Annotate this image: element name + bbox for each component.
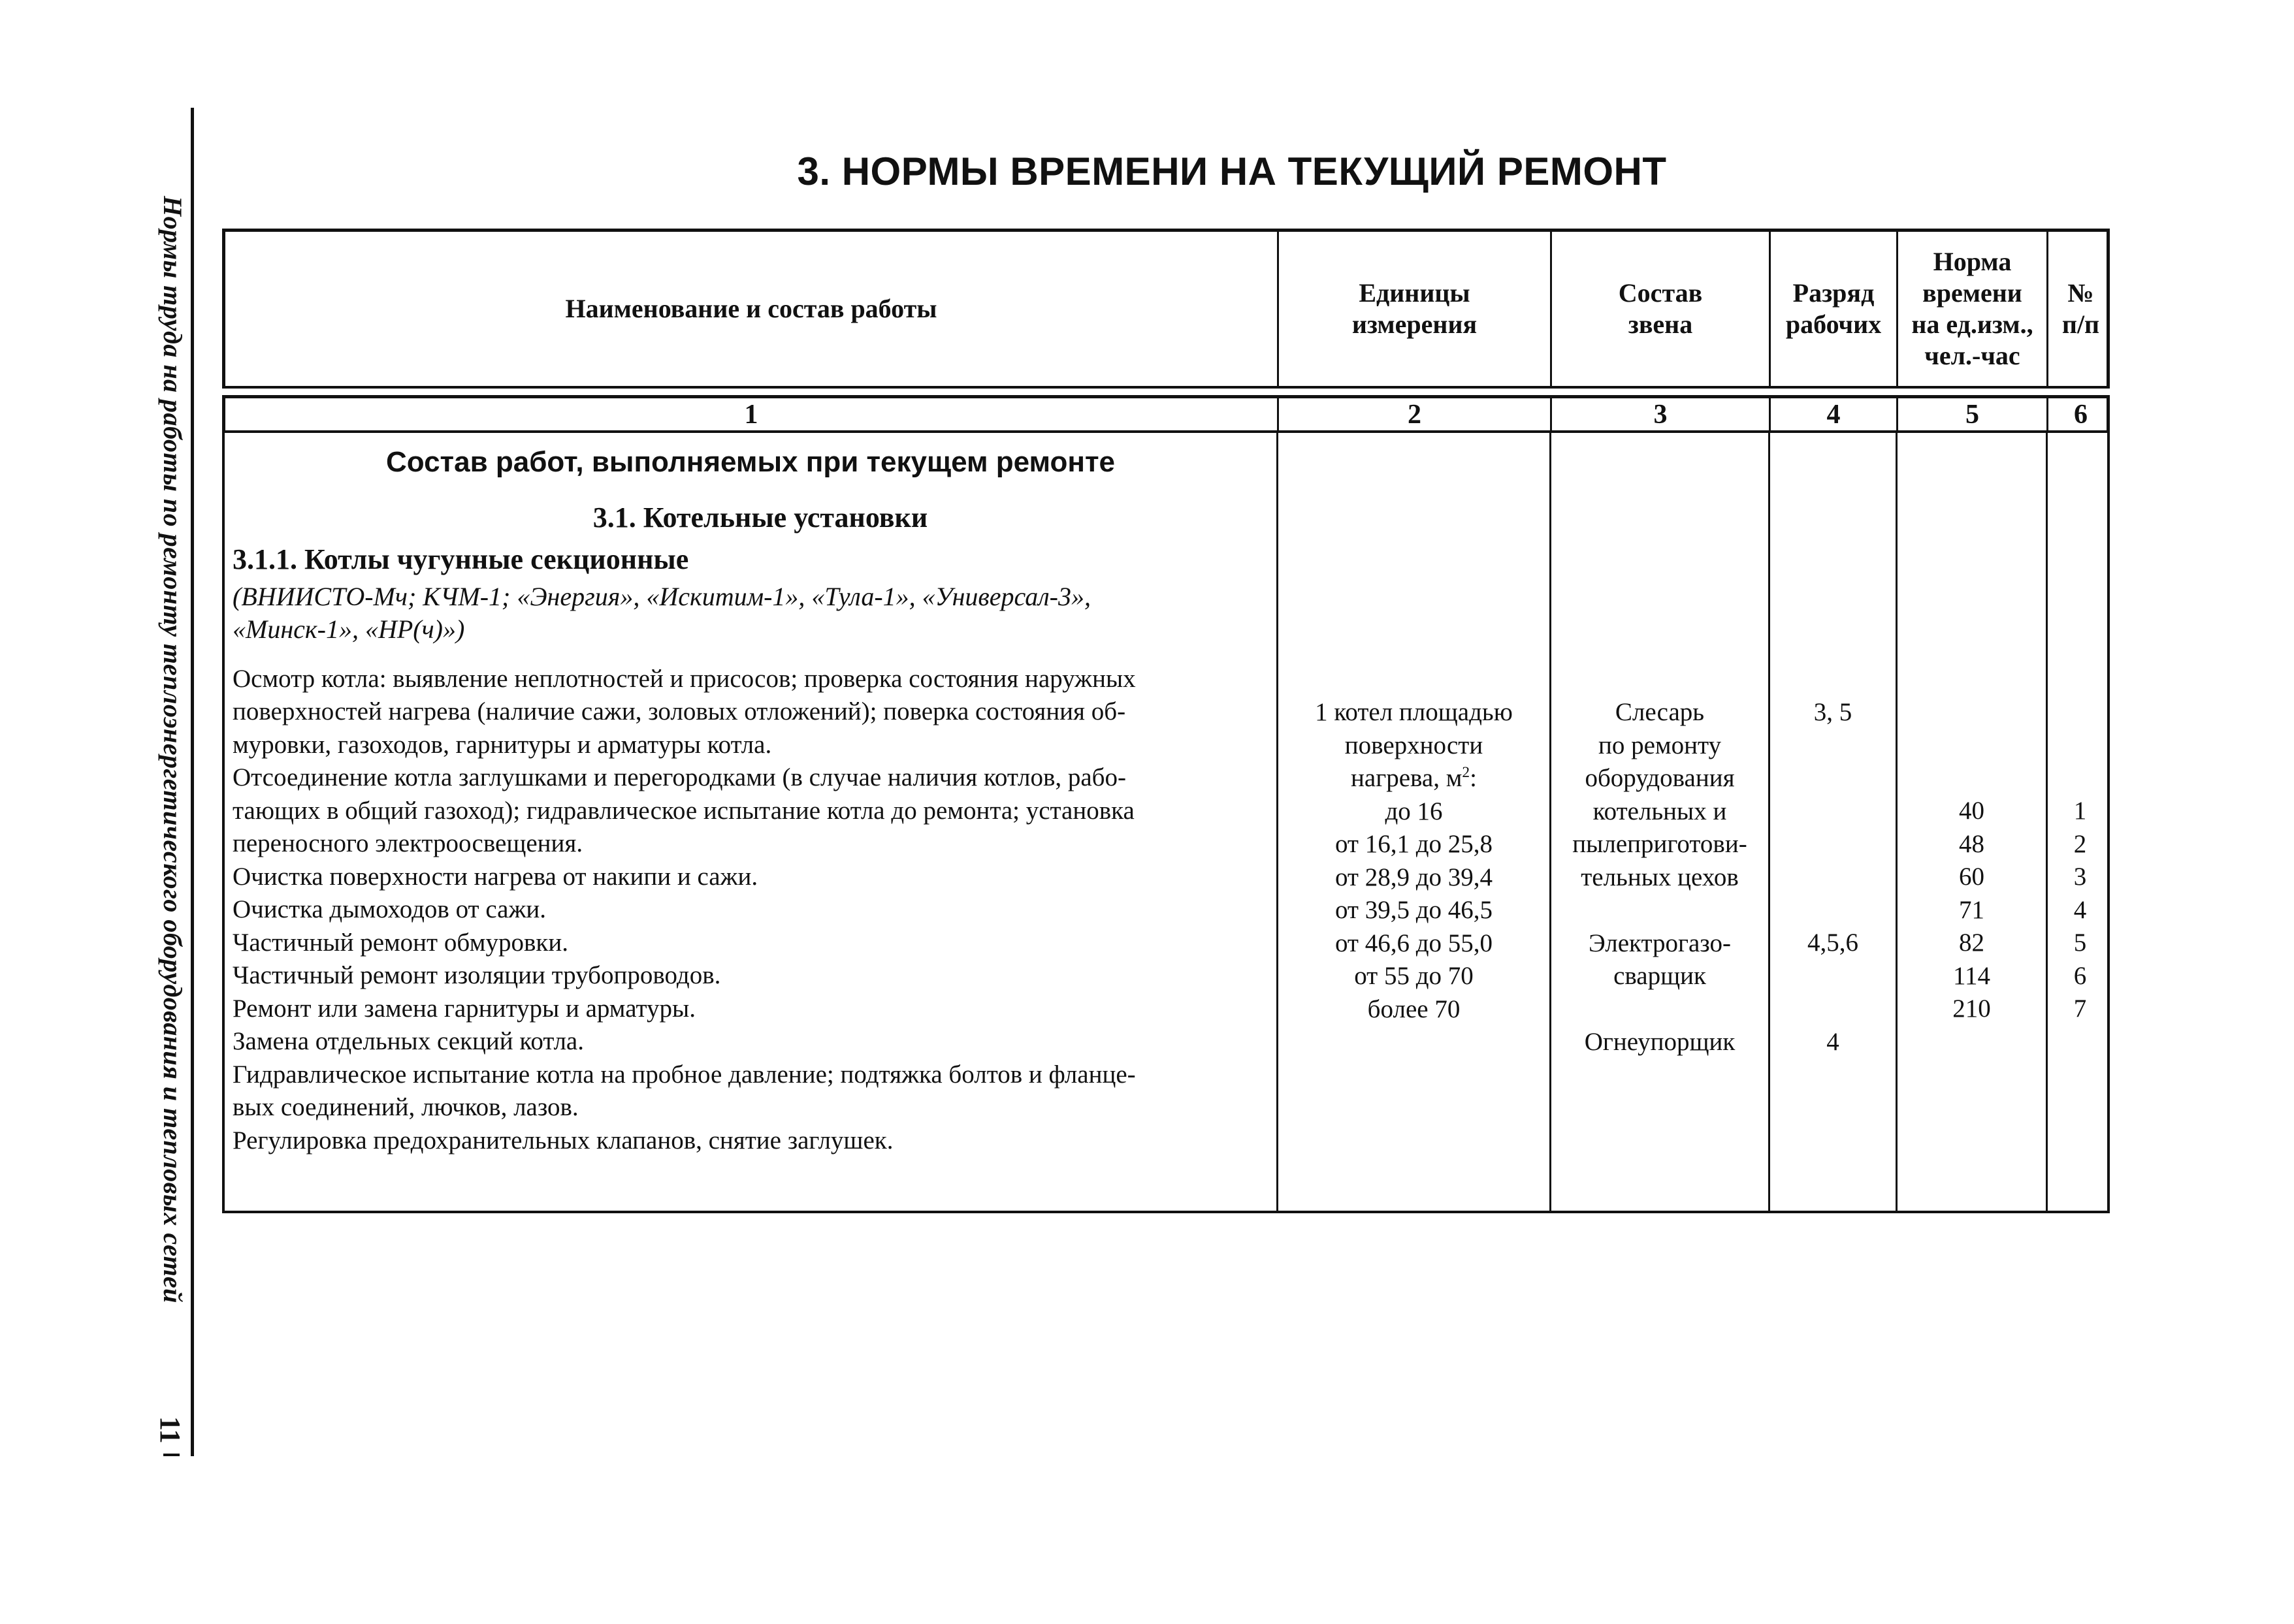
operation-line: вых соединений, лючков, лазов. bbox=[233, 1093, 579, 1121]
unit-line: 1 котел площадью bbox=[1315, 698, 1513, 726]
header-line: Разряд bbox=[1792, 278, 1875, 308]
norm-value: 40 bbox=[1959, 797, 1984, 825]
subsubsection-title: 3.1.1. Котлы чугунные секционные bbox=[233, 543, 689, 575]
crew-line bbox=[1551, 993, 1768, 1027]
index-value: 2 bbox=[2073, 829, 2087, 858]
models-line: (ВНИИСТО-Мч; КЧМ-1; «Энергия», «Искитим-1», «Тула-1», «Универсал-3», bbox=[233, 581, 1091, 611]
index-value: 3 bbox=[2073, 863, 2087, 891]
crew-line: Огнеупорщик bbox=[1584, 1028, 1736, 1056]
index-value: 4 bbox=[2073, 895, 2087, 924]
norm-list bbox=[1898, 795, 2046, 1026]
norm-value: 71 bbox=[1959, 895, 1984, 924]
header-line: Норма bbox=[1933, 247, 2012, 276]
unit-line: от 55 до 70 bbox=[1354, 962, 1474, 990]
index-value: 5 bbox=[2073, 929, 2087, 957]
operations-list bbox=[225, 663, 1276, 1158]
norm-value: 60 bbox=[1959, 863, 1984, 891]
operation-line: Частичный ремонт обмуровки. bbox=[233, 928, 568, 957]
grade-cell bbox=[1770, 433, 1898, 1211]
operation-line: Очистка дымоходов от сажи. bbox=[233, 895, 547, 923]
header-line: № bbox=[2067, 278, 2094, 308]
header-crew bbox=[1552, 232, 1771, 386]
column-number: 4 bbox=[1771, 398, 1898, 430]
index-cell bbox=[2048, 433, 2112, 1211]
index-value: 1 bbox=[2073, 797, 2087, 825]
column-number: 2 bbox=[1279, 398, 1552, 430]
index-value: 7 bbox=[2073, 995, 2087, 1023]
operation-line: Регулировка предохранительных клапанов, снятие заглушек. bbox=[233, 1126, 894, 1154]
header-line: звена bbox=[1628, 310, 1693, 339]
side-rule bbox=[191, 108, 194, 1456]
crew-line: сварщик bbox=[1613, 962, 1706, 990]
operation-line: поверхностей нагрева (наличие сажи, золовых отложений); поверка состояния об- bbox=[233, 697, 1126, 725]
crew-line: по ремонту bbox=[1598, 731, 1721, 759]
crew-line: тельных цехов bbox=[1581, 863, 1739, 891]
operation-line: Отсоединение котла заглушками и перегородками (в случае наличия котлов, рабо- bbox=[233, 763, 1127, 791]
grade-value: 3, 5 bbox=[1813, 698, 1852, 726]
norm-value: 210 bbox=[1952, 995, 1991, 1023]
norms-table bbox=[222, 229, 2110, 1213]
header-line: на ед.изм., bbox=[1911, 310, 2033, 339]
norm-value: 82 bbox=[1959, 929, 1984, 957]
table-header-row bbox=[222, 229, 2110, 389]
header-line: Состав bbox=[1618, 278, 1703, 308]
operation-line: переносного электроосвещения. bbox=[233, 829, 583, 857]
grade-value: 4,5,6 bbox=[1807, 929, 1858, 957]
column-number: 1 bbox=[225, 398, 1279, 430]
units-list bbox=[1278, 696, 1549, 1026]
operation-line: Осмотр котла: выявление неплотностей и присосов; проверка состояния наружных bbox=[233, 664, 1136, 693]
header-line: чел.-час bbox=[1924, 341, 2020, 370]
unit-line: поверхности bbox=[1344, 731, 1483, 759]
unit-line: более 70 bbox=[1367, 995, 1461, 1023]
header-work-name bbox=[225, 232, 1279, 386]
boiler-models bbox=[225, 581, 1276, 646]
norm-cell bbox=[1898, 433, 2048, 1211]
unit-line: от 28,9 до 39,4 bbox=[1334, 863, 1493, 891]
crew-line: котельных и bbox=[1592, 797, 1727, 825]
header-units bbox=[1279, 232, 1552, 386]
operation-line: Замена отдельных секций котла. bbox=[233, 1027, 584, 1055]
crew-line: оборудования bbox=[1585, 764, 1735, 792]
work-description-cell bbox=[225, 433, 1278, 1211]
header-line: времени bbox=[1922, 278, 2022, 308]
header-index bbox=[2048, 232, 2113, 386]
operation-line: Очистка поверхности нагрева от накипи и сажи. bbox=[233, 862, 758, 891]
header-norm bbox=[1898, 232, 2048, 386]
operation-line: Ремонт или замена гарнитуры и арматуры. bbox=[233, 994, 696, 1023]
models-line: «Минск-1», «НР(ч)») bbox=[233, 614, 465, 644]
page-number: 11 bbox=[154, 1416, 186, 1444]
running-header: Нормы труда на работы по ремонту теплоэнергетического оборудования и тепловых сетей bbox=[158, 196, 187, 1303]
unit-line: от 46,6 до 55,0 bbox=[1334, 929, 1493, 957]
operation-line: тающих в общий газоход); гидравлическое испытание котла до ремонта; установка bbox=[233, 796, 1135, 825]
column-number-row bbox=[222, 395, 2110, 433]
crew-line bbox=[1551, 894, 1768, 927]
operation-line: муровки, газоходов, гарнитуры и арматуры котла. bbox=[233, 730, 772, 759]
grade-value: 4 bbox=[1826, 1028, 1839, 1056]
section-title: Состав работ, выполняемых при текущем ремонте bbox=[386, 446, 1115, 478]
unit-line: до 16 bbox=[1385, 797, 1443, 825]
unit-line: нагрева, $м^2$: bbox=[1351, 764, 1477, 792]
header-line: п/п bbox=[2061, 310, 2100, 339]
table-body-row bbox=[222, 433, 2110, 1213]
units-cell bbox=[1278, 433, 1551, 1211]
header-line: измерения bbox=[1351, 310, 1478, 339]
header-gap bbox=[222, 389, 2110, 395]
crew-list bbox=[1551, 696, 1768, 1059]
unit-line: от 16,1 до 25,8 bbox=[1334, 830, 1493, 858]
operation-line: Частичный ремонт изоляции трубопроводов. bbox=[233, 961, 721, 989]
crew-line: пылеприготови- bbox=[1572, 830, 1747, 858]
subsection-title: 3.1. Котельные установки bbox=[592, 501, 928, 533]
crew-line: Слесарь bbox=[1615, 698, 1705, 726]
index-value: 6 bbox=[2073, 961, 2087, 990]
column-number: 6 bbox=[2074, 399, 2088, 430]
unit-line: от 39,5 до 46,5 bbox=[1334, 896, 1493, 924]
index-list bbox=[2048, 795, 2112, 1026]
page-title: 3. НОРМЫ ВРЕМЕНИ НА ТЕКУЩИЙ РЕМОНТ bbox=[797, 150, 1667, 193]
header-line: Единицы bbox=[1359, 278, 1470, 308]
column-number: 5 bbox=[1898, 398, 2048, 430]
operation-line: Гидравлическое испытание котла на пробное давление; подтяжка болтов и фланце- bbox=[233, 1060, 1136, 1089]
column-number: 3 bbox=[1552, 398, 1771, 430]
crew-line: Электрогазо- bbox=[1589, 929, 1731, 957]
crew-cell bbox=[1551, 433, 1770, 1211]
header-grade bbox=[1771, 232, 1898, 386]
norm-value: 48 bbox=[1959, 829, 1984, 858]
header-line: рабочих bbox=[1785, 310, 1882, 339]
norm-value: 114 bbox=[1952, 961, 1991, 990]
header-line: Наименование и состав работы bbox=[565, 294, 937, 323]
